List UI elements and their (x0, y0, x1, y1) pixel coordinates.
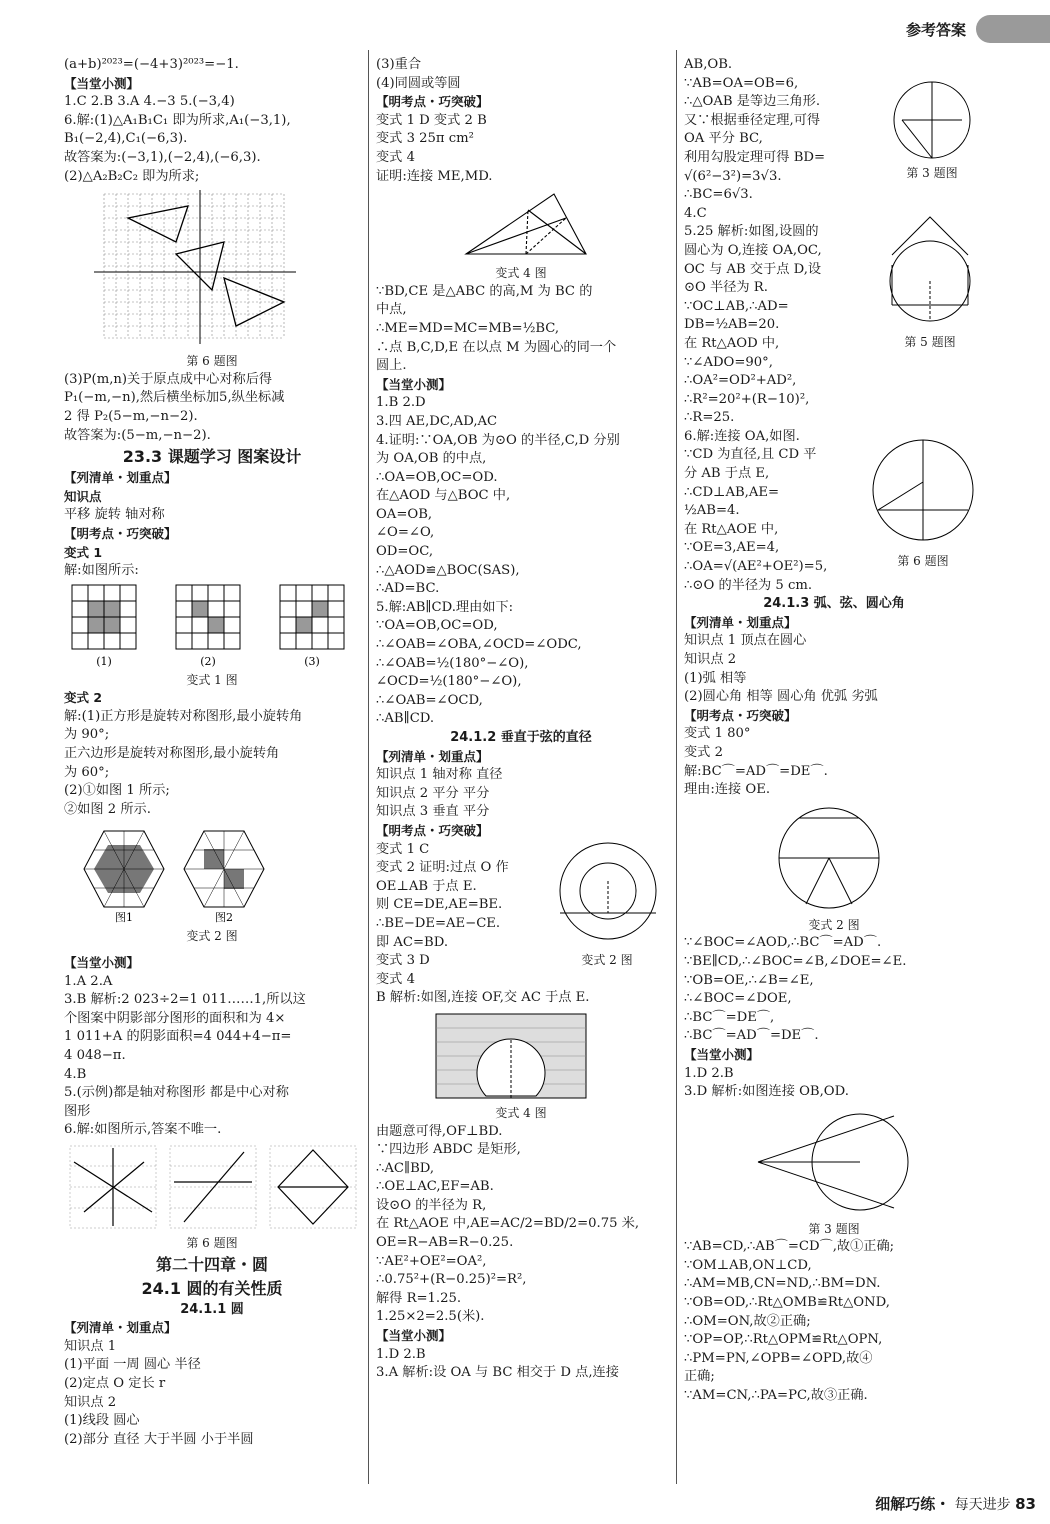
section-tag: 【当堂小测】 (684, 1046, 760, 1062)
text-line: DB=½AB=20. (684, 317, 780, 333)
text-line: 变式 1 D 变式 2 B (376, 112, 487, 128)
text-line: 3.四 AE,DC,AD,AC (376, 413, 498, 429)
text-line: ∴R²=20²+(R−10)², (684, 391, 810, 407)
text-line: (3)重合 (376, 57, 422, 72)
column-divider (368, 50, 369, 1484)
text-line: 1.B 2.D (376, 395, 426, 411)
text-line: 设⊙O 的半径为 R, (376, 1197, 487, 1213)
text-block (64, 371, 360, 445)
hexagon-figure (64, 821, 360, 925)
text-line: 解得 R=1.25. (376, 1290, 462, 1306)
text-line: OC 与 AB 交于点 D,设 (684, 261, 822, 277)
text-line: (2)△A₂B₂C₂ 即为所求; (64, 168, 200, 184)
text-line: 利用勾股定理可得 BD= (684, 149, 826, 165)
text-line: 知识点 1 (64, 1338, 117, 1354)
text-line: ∵AM=CN,∴PA=PC,故③正确. (684, 1388, 868, 1404)
text-block (376, 1123, 666, 1328)
text-line: ∴OA²=OD²+AD², (684, 373, 797, 389)
text-line: 圆上. (376, 358, 407, 374)
figure-caption: 变式 4 图 (495, 1105, 547, 1120)
text-line: 证明:连接 ME,MD. (376, 168, 493, 184)
subsection-heading: 24.1.2 垂直于弦的直径 (450, 730, 592, 745)
text-line: 为 60°; (64, 764, 110, 780)
text-line: 在△AOD 与△BOC 中, (376, 488, 511, 504)
text-line: 正六边形是旋转对称图形,最小旋转角 (64, 746, 280, 762)
section-tag: 【明考点・巧突破】 (64, 525, 177, 541)
header-title: 参考答案 (905, 20, 966, 39)
text-block (684, 934, 984, 1046)
text-line: (4)同圆或等圆 (376, 75, 461, 91)
text-line: ∠O=∠O, (376, 525, 435, 541)
circle-fig6 (868, 428, 978, 571)
text-line: ∵AB=CD,∴AB⌒=CD⌒,故①正确; (684, 1239, 895, 1255)
text-block (64, 56, 360, 75)
grid-label: (2) (200, 654, 216, 668)
text-block (64, 708, 360, 820)
figure-caption: 变式 2 图 (808, 917, 860, 932)
text-line: ∵OP=OP,∴Rt△OPM≌Rt△OPN, (684, 1332, 883, 1348)
text-line: ∴△OAB 是等边三角形. (684, 94, 821, 110)
section-tag: 【明考点・巧突破】 (684, 707, 797, 723)
text-line: 4 048−π. (64, 1048, 126, 1063)
header-bar (976, 15, 1050, 43)
text-line: 5.25 解析:如图,设圆的 (684, 224, 819, 240)
text-line: (2)①如图 1 所示; (64, 783, 170, 799)
text-line: ∵OB=OE,∴∠B=∠E, (684, 972, 814, 988)
text-line: ∵OC⊥AB,∴AD= (684, 298, 789, 314)
text-block (376, 56, 666, 93)
triangle-figure (376, 188, 666, 262)
brick-arch-figure (376, 1010, 666, 1102)
text-line: 1.C 2.B 3.A 4.−3 5.(−3,4) (64, 94, 235, 110)
text-line: ∴BC⌒=AD⌒=DE⌒. (684, 1028, 819, 1044)
text-line: 个图案中阴影部分图形的面积和为 4× (64, 1010, 286, 1026)
text-block (376, 112, 666, 186)
text-line: ∴R=25. (684, 410, 735, 426)
text-block (64, 973, 360, 1140)
text-block (376, 283, 666, 376)
text-line: ∴OA=OB,OC=OD. (376, 469, 498, 485)
text-line: 变式 1 80° (684, 726, 751, 742)
text-line: 4.C (684, 205, 707, 221)
text-line: OE⊥AB 于点 E. (376, 878, 477, 894)
text-line: OA 平分 BC, (684, 131, 763, 147)
lattice-figure (64, 1142, 360, 1232)
text-line: 1.D 2.B (684, 1065, 734, 1081)
text-line: ∴OA=√(AE²+OE²)=5, (684, 559, 828, 575)
section-tag: 【当堂小测】 (64, 955, 140, 971)
variant-label: 变式 1 (64, 544, 103, 560)
text-line: B₁(−2,4),C₁(−6,3). (64, 131, 188, 147)
text-line: ②如图 2 所示. (64, 801, 151, 817)
text-line: 变式 3 25π cm² (376, 131, 474, 147)
figure-caption: 第 6 题图 (897, 553, 949, 568)
text-line: ∴⊙O 的半径为 5 cm. (684, 577, 813, 593)
text-line: 中点, (376, 302, 407, 318)
text-line: 即 AC=BD. (376, 934, 449, 950)
text-line: 变式 3 D (376, 953, 430, 969)
text-line: ∵BE∥CD,∴∠BOC=∠B,∠DOE=∠E. (684, 953, 907, 969)
text-line: 知识点 1 顶点在圆心 (684, 633, 807, 649)
solution-line: B 解析:如图,连接 OF,交 AC 于点 E. (376, 990, 590, 1006)
column-3 (684, 56, 984, 1406)
text-line: ∴OM=ON,故②正确; (684, 1313, 811, 1329)
text-line: ∴BC=6√3. (684, 187, 753, 203)
text-line: 6.解:连接 OA,如图. (684, 428, 800, 444)
knowledge-point: 知识点 (64, 488, 102, 504)
coordinate-figure (64, 188, 360, 350)
figure-caption: 变式 2 图 (186, 929, 238, 944)
text-line: P₁(−m,−n),然后横坐标加5,纵坐标减 (64, 390, 285, 406)
section-heading: 23.3 课题学习 图案设计 (122, 447, 302, 467)
text-line: ½AB=4. (684, 503, 740, 519)
text-line: 4.证明:∵OA,OB 为⊙O 的半径,C,D 分别 (376, 432, 620, 448)
text-line: ∵AB=OA=OB=6, (684, 75, 799, 91)
page-header (906, 14, 1050, 44)
text-line: 为 90°; (64, 727, 110, 743)
text-line: ∴∠BOC=∠DOE, (684, 991, 792, 1007)
text-line: 知识点 2 平分 平分 (376, 785, 490, 801)
text-line: 5.解:AB∥CD.理由如下: (376, 599, 514, 615)
text-line: 变式 2 证明:过点 O 作 (376, 860, 509, 876)
text-line: ∴∠OAB=∠OCD, (376, 692, 483, 708)
text-line: 图形 (64, 1103, 91, 1119)
text-line: ⊙O 半径为 R. (684, 280, 768, 296)
text-line: 变式 4 (376, 971, 415, 987)
text-line: 变式 4 (376, 149, 415, 165)
section-heading: 24.1 圆的有关性质 (141, 1278, 283, 1298)
text-line: (2)圆心角 相等 圆心角 优弧 劣弧 (684, 689, 878, 705)
text-line: OE=R−AB=R−0.25. (376, 1235, 514, 1251)
figure-caption: 第 5 题图 (904, 334, 956, 349)
grid-patterns-figure (64, 583, 360, 669)
grid-label: (3) (304, 654, 320, 668)
ring-figure (548, 841, 666, 970)
text-block (376, 394, 666, 729)
text-line: ∴AM=MB,CN=ND,∴BM=DN. (684, 1276, 881, 1292)
column-1 (64, 56, 360, 1449)
page-footer (875, 1493, 1036, 1514)
text-line: 故答案为:(5−m,−n−2). (64, 427, 211, 443)
footer-brand: 细解巧练・ (875, 1495, 951, 1513)
figure-caption: 第 6 题图 (186, 354, 238, 369)
section-tag: 【当堂小测】 (376, 1328, 452, 1344)
text-line: 1.A 2.A (64, 973, 113, 989)
text-block (376, 766, 666, 822)
text-line: 变式 2 (684, 744, 723, 760)
figure-caption: 第 3 题图 (906, 166, 958, 180)
text-line: 3.A 解析:设 OA 与 BC 相交于 D 点,连接 (376, 1365, 619, 1381)
text-line: 在 Rt△AOE 中, (684, 521, 779, 537)
circle-chord-figure (684, 802, 984, 914)
text-line: 由题意可得,OF⊥BD. (376, 1123, 503, 1139)
text-line: OD=OC, (376, 544, 434, 560)
text-line: ∵OB=OD,∴Rt△OMB≌Rt△OND, (684, 1295, 890, 1311)
text-line: 为 OA,OB 的中点, (376, 451, 487, 467)
solution-line: 解:如图所示: (64, 563, 139, 579)
text-line: √(6²−3²)=3√3. (684, 168, 782, 184)
text-line: 理由:连接 OE. (684, 782, 771, 798)
text-line: ∴PM=PN,∠OPB=∠OPD,故④ (684, 1350, 873, 1366)
figure-caption: 第 6 题图 (186, 1235, 238, 1250)
text-block (64, 1338, 360, 1450)
text-line: ∵CD 为直径,且 CD 平 (684, 447, 817, 463)
text-line: 又∵根据垂径定理,可得 (684, 112, 821, 128)
text-line: 6.解:(1)△A₁B₁C₁ 即为所求,A₁(−3,1), (64, 112, 291, 128)
text-line: (3)P(m,n)关于原点成中心对称后得 (64, 371, 273, 387)
variant-label: 变式 2 (64, 690, 103, 706)
text-line: ∴BC⌒=DE⌒, (684, 1009, 775, 1025)
text-line: 故答案为:(−3,1),(−2,4),(−6,3). (64, 149, 261, 165)
figure-caption: 变式 1 图 (186, 672, 238, 687)
text-line: OA=OB, (376, 506, 433, 522)
text-block (684, 1238, 984, 1405)
house-circle-figure (880, 209, 980, 352)
text-line: ∴0.75²+(R−0.25)²=R², (376, 1272, 527, 1288)
text-line: (2)部分 直径 大于半圆 小于半圆 (64, 1431, 254, 1447)
text-line: 解:(1)正方形是旋转对称图形,最小旋转角 (64, 708, 303, 724)
text-line: 在 Rt△AOE 中,AE=AC/2=BD/2=0.75 米, (376, 1216, 640, 1232)
section-tag: 【明考点・巧突破】 (376, 822, 489, 838)
text-line: 2 得 P₂(5−m,−n−2). (64, 408, 198, 424)
column-divider (676, 50, 677, 1484)
text-line: 分 AB 于点 E, (684, 466, 770, 482)
text-line: 解:BC⌒=AD⌒=DE⌒. (684, 763, 828, 779)
text-line: ∵四边形 ABDC 是矩形, (376, 1142, 521, 1158)
text-line: 在 Rt△AOD 中, (684, 335, 780, 351)
text-line: 知识点 2 (684, 652, 737, 667)
text-line: ∵OA=OB,OC=OD, (376, 618, 498, 634)
figure-caption: 第 3 题图 (808, 1221, 860, 1236)
text-block (684, 725, 984, 799)
section-tag: 【当堂小测】 (64, 75, 140, 91)
text-block (376, 1346, 666, 1383)
text-line: ∴△AOD≌△BOC(SAS), (376, 562, 520, 578)
text-line: 变式 1 C (376, 841, 430, 857)
text-line: ∴CD⊥AB,AE= (684, 484, 780, 500)
text-line: 正确; (684, 1369, 715, 1385)
text-line: (1)弧 相等 (684, 670, 747, 686)
text-line: 知识点 2 (64, 1394, 117, 1410)
hex-label: 图1 (115, 911, 133, 925)
text-line: ∵AE²+OE²=OA², (376, 1253, 487, 1269)
text-line: ∴点 B,C,D,E 在以点 M 为圆心的同一个 (376, 339, 617, 355)
text-line: 圆心为 O,连接 OA,OC, (684, 242, 822, 258)
text-block (64, 93, 360, 186)
text-line: ∴BE−DE=AE−CE. (376, 915, 501, 931)
text-line: 4.B (64, 1066, 87, 1082)
figure-caption: 变式 2 图 (581, 952, 633, 967)
text-line: ∠OCD=½(180°−∠O), (376, 674, 522, 690)
text-line: 1.25×2=2.5(米). (376, 1309, 485, 1325)
chapter-heading: 第二十四章・圆 (155, 1254, 268, 1274)
section-tag: 【列清单・划重点】 (64, 1320, 177, 1336)
text-line: (1)平面 一周 圆心 半径 (64, 1357, 201, 1373)
knowledge-items: 平移 旋转 轴对称 (64, 507, 165, 523)
text-line: (2)定点 O 定长 r (64, 1375, 166, 1391)
text-block (684, 632, 984, 706)
text-line: 1.D 2.B (376, 1346, 426, 1362)
text-line: 则 CE=DE,AE=BE. (376, 897, 503, 913)
text-line: ∵OE=3,AE=4, (684, 540, 780, 556)
text-line: (1)线段 圆心 (64, 1413, 140, 1429)
hex-label: 图2 (215, 911, 233, 925)
text-line: ∴OE⊥AC,EF=AB. (376, 1179, 494, 1195)
text-line: (a+b)²⁰²³=(−4+3)²⁰²³=−1. (64, 57, 239, 72)
section-tag: 【列清单・划重点】 (376, 748, 489, 764)
section-tag: 【列清单・划重点】 (684, 614, 797, 630)
text-line: ∴AD=BC. (376, 581, 440, 597)
circle-tangent-figure (684, 1104, 984, 1218)
section-tag: 【列清单・划重点】 (64, 470, 177, 486)
subsection-heading: 24.1.3 弧、弦、圆心角 (763, 596, 905, 612)
text-line: ∵OM⊥AB,ON⊥CD, (684, 1257, 812, 1273)
text-line: ∴∠OAB=∠OBA,∠OCD=∠ODC, (376, 637, 582, 653)
text-line: AB,OB. (684, 57, 733, 72)
text-line: ∴∠OAB=½(180°−∠O), (376, 655, 529, 671)
text-line: 知识点 3 垂直 平分 (376, 804, 490, 820)
text-line: ∵BD,CE 是△ABC 的高,M 为 BC 的 (376, 283, 593, 299)
text-line: ∴AC∥BD, (376, 1160, 435, 1176)
text-line: 1 011+A 的阴影面积=4 044+4−π= (64, 1029, 292, 1045)
figure-caption: 变式 4 图 (495, 266, 547, 281)
text-line: 3.D 解析:如图连接 OB,OD. (684, 1084, 849, 1100)
text-line: ∴ME=MD=MC=MB=½BC, (376, 320, 560, 336)
subsection-heading: 24.1.1 圆 (180, 1301, 244, 1317)
text-line: ∵∠ADO=90°, (684, 354, 773, 370)
footer-slogan: 每天进步 (954, 1497, 1011, 1513)
section-tag: 【明考点・巧突破】 (376, 94, 489, 110)
section-tag: 【当堂小测】 (376, 376, 452, 392)
circle-fig3 (890, 76, 974, 183)
page-number: 83 (1015, 1495, 1036, 1513)
grid-label: (1) (96, 654, 112, 668)
text-line: ∴AB∥CD. (376, 711, 435, 727)
text-line: ∵∠BOC=∠AOD,∴BC⌒=AD⌒. (684, 935, 882, 951)
text-line: 5.(示例)都是轴对称图形 都是中心对称 (64, 1085, 289, 1101)
text-line: 知识点 1 轴对称 直径 (376, 767, 503, 783)
text-line: 3.B 解析:2 023÷2=1 011……1,所以这 (64, 992, 306, 1008)
column-2 (376, 56, 666, 1383)
text-line: 6.解:如图所示,答案不唯一. (64, 1122, 222, 1138)
text-block (684, 1065, 984, 1102)
